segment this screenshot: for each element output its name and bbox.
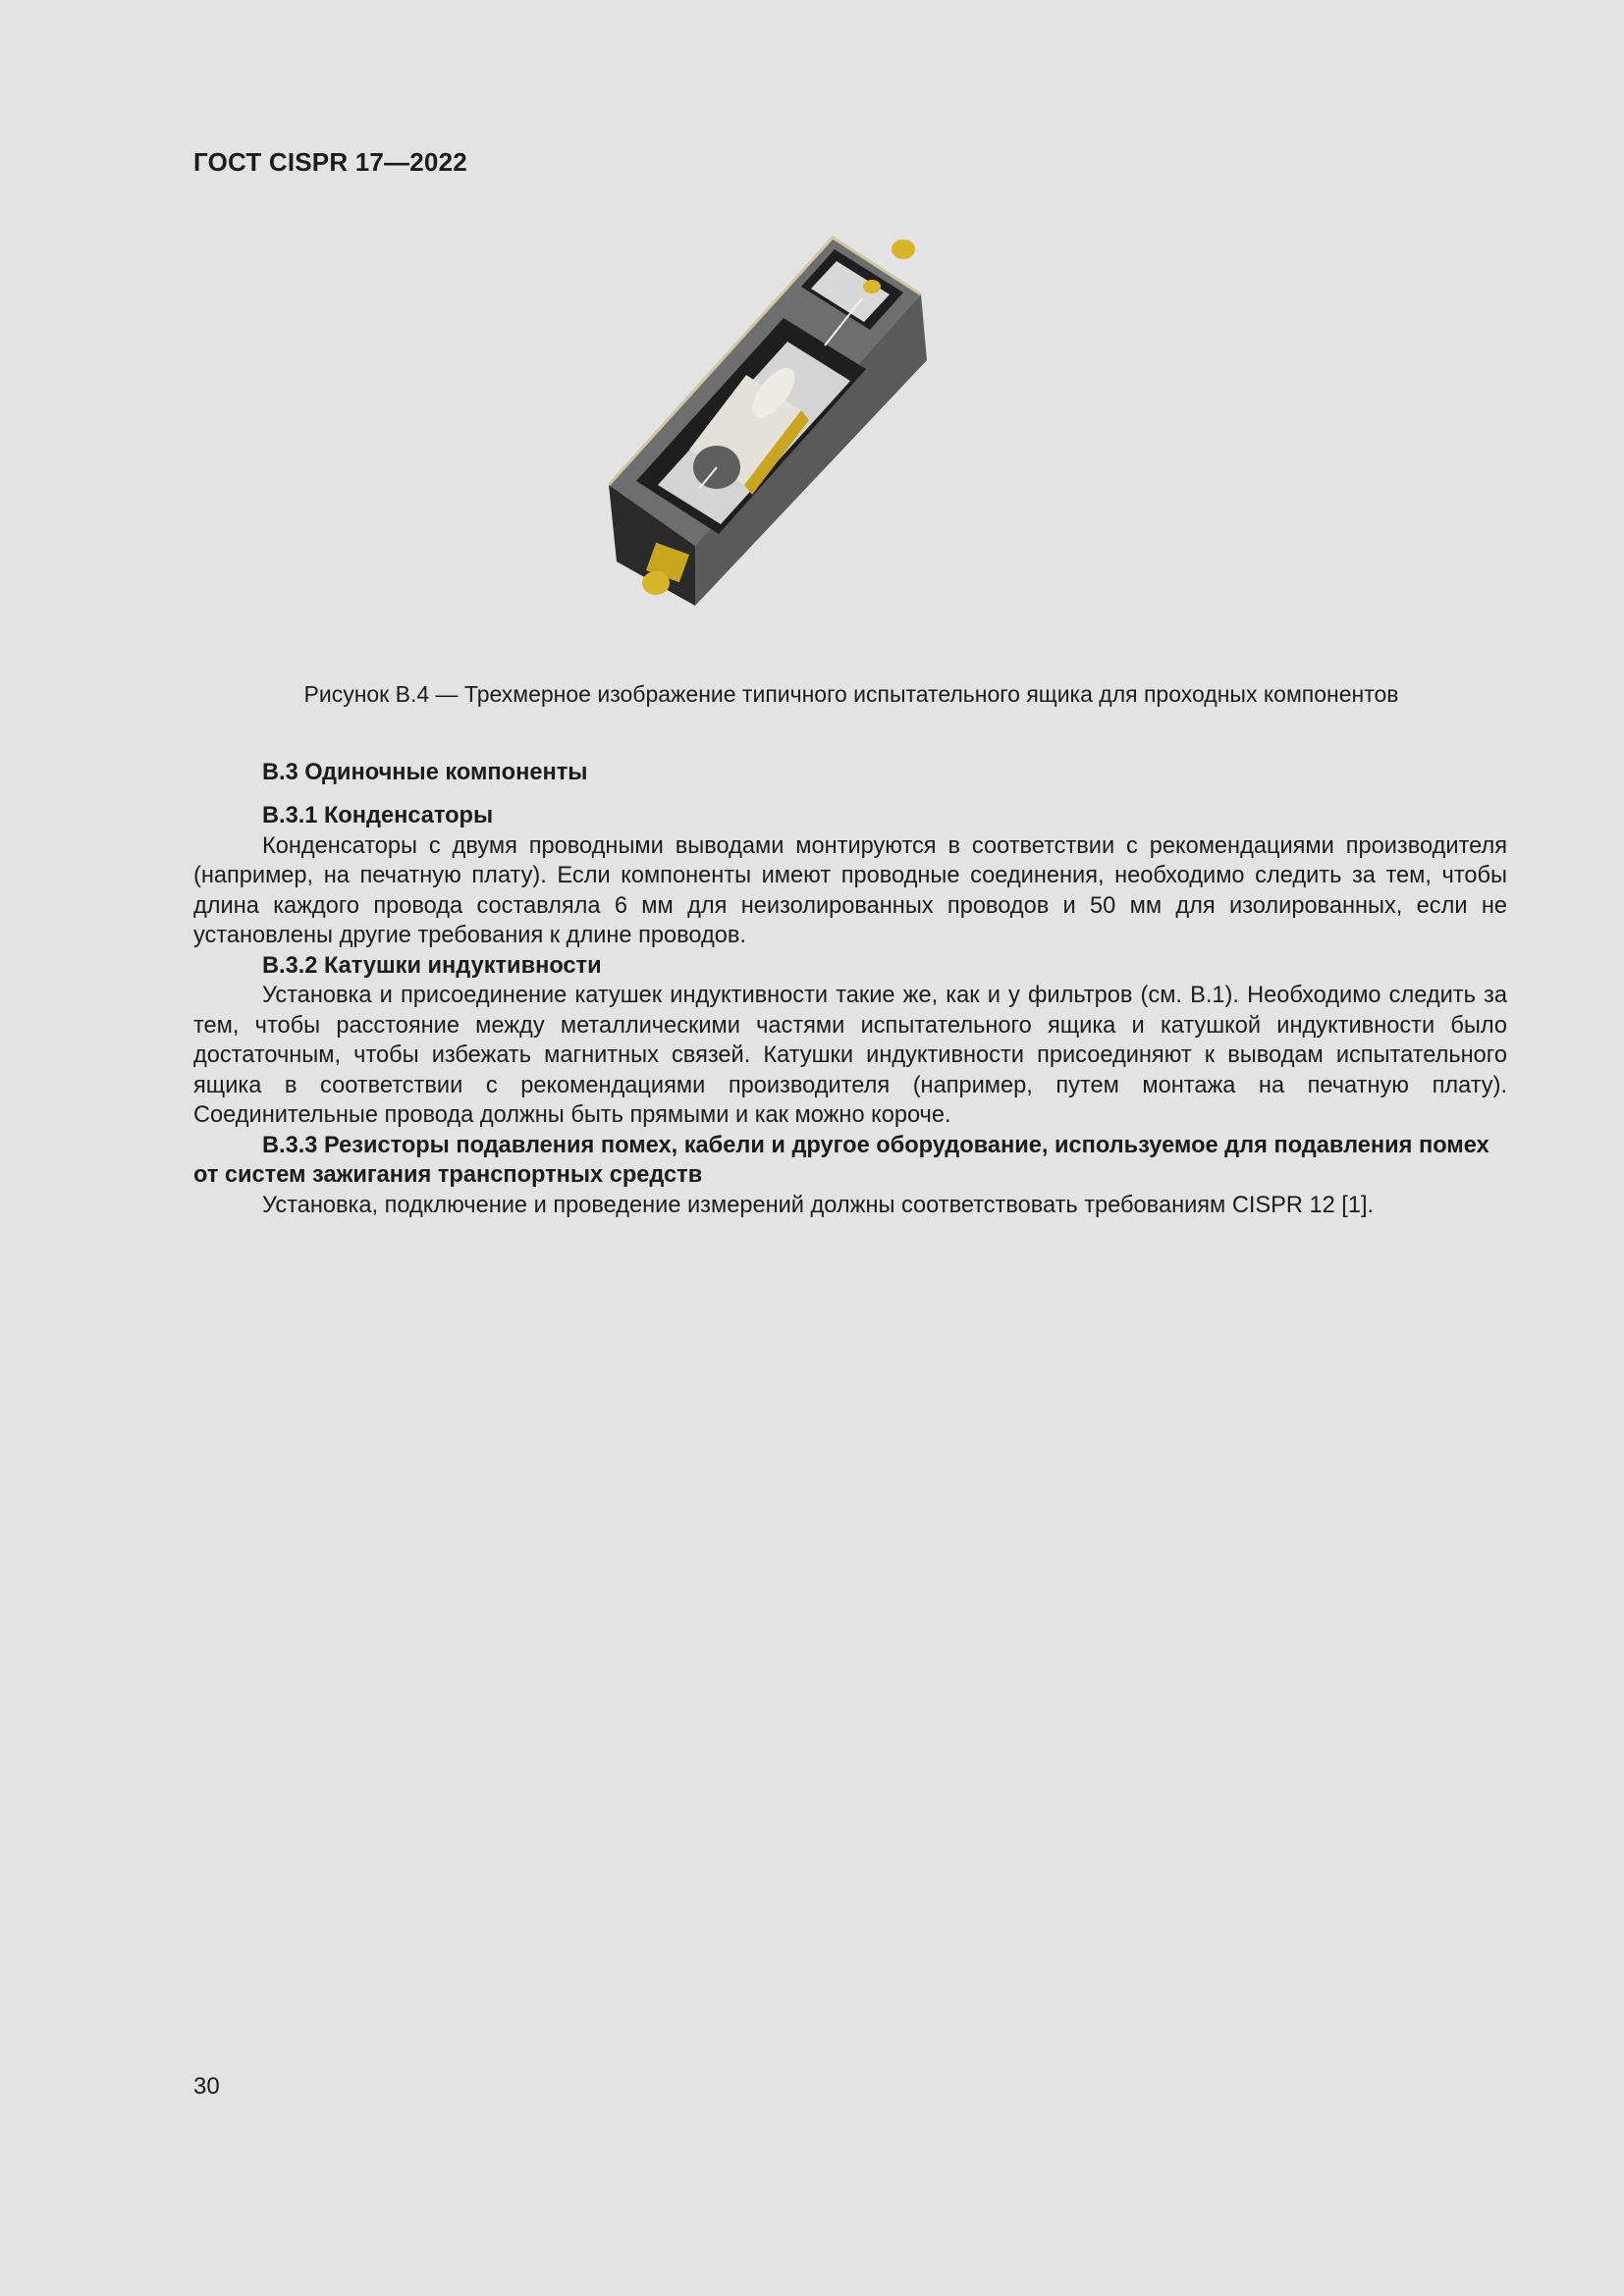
section-b31-title: B.3.1 Конденсаторы xyxy=(262,803,494,828)
document-body xyxy=(193,758,1507,1220)
section-b31-text: Конденсаторы с двумя проводными выводами монтируются в соответствии с рекомендациями производителя (например, на печатную плату). Если компоненты имеют проводные соединения, необходимо следить за тем, чтобы длина каждого провода составляла 6 мм для неизолированных проводов и 50 мм для изолированных, если не установлены другие требования к длине проводов. xyxy=(193,832,1507,948)
section-b3-title: B.3 Одиночные компоненты xyxy=(262,760,588,785)
page-number: 30 xyxy=(193,2073,220,2100)
section-b33-title: B.3.3 Резисторы подавления помех, кабели и другое оборудование, используемое для подавления помех от систем зажигания транспортных средств xyxy=(193,1132,1489,1188)
figure-caption: Рисунок B.4 — Трехмерное изображение типичного испытательного ящика для проходных компонентов xyxy=(303,681,1399,707)
section-b32-text: Установка и присоединение катушек индуктивности такие же, как и у фильтров (см. B.1). Необходимо следить за тем, чтобы расстояние между металлическими частями испытательного ящика и катушкой индуктивности было достаточным, чтобы избежать магнитных связей. Катушки индуктивности присоединяют к выводам испытательного ящика в соответствии с рекомендациями производителя (например, путем монтажа на печатную плату). Соединительные провода должны быть прямыми и как можно короче. xyxy=(193,983,1507,1128)
test-box-3d-figure xyxy=(609,228,1090,665)
section-b32-title: B.3.2 Катушки индуктивности xyxy=(262,952,602,979)
section-b33-text: Установка, подключение и проведение измерений должны соответствовать требованиям CISPR 12 [1]. xyxy=(262,1192,1375,1218)
document-header: ГОСТ CISPR 17—2022 xyxy=(193,147,467,177)
